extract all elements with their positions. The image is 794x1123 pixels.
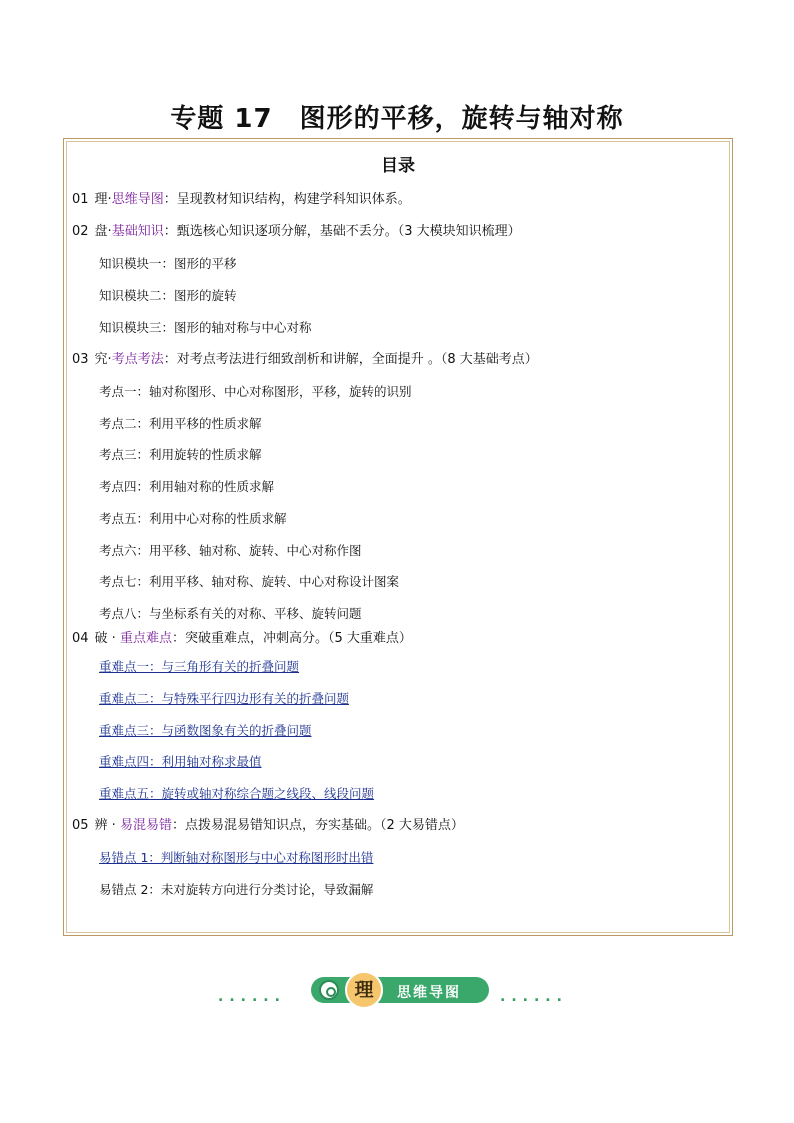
toc-nandian-link[interactable]: 重难点三：与函数图象有关的折叠问题 <box>99 723 312 738</box>
section-keyword: 重点难点 <box>119 631 172 646</box>
toc-nandian-link[interactable]: 重难点五：旋转或轴对称综合题之线段、线段问题 <box>99 786 375 801</box>
toc-nandian-link[interactable]: 重难点二：与特殊平行四边形有关的折叠问题 <box>99 691 350 706</box>
banner-dots-left: ...... <box>218 989 286 1005</box>
toc-module-item[interactable]: 知识模块一：图形的平移 <box>99 256 237 271</box>
toc-kaodian-item[interactable]: 考点一：轴对称图形、中心对称图形，平移，旋转的识别 <box>99 384 412 399</box>
section-prefix: 盘· <box>94 224 112 239</box>
toc-nandian-link[interactable]: 重难点四：利用轴对称求最值 <box>99 754 262 769</box>
banner-dots-right: ...... <box>500 989 568 1005</box>
section-description: ：呈现教材知识结构，构建学科知识体系。 <box>163 192 411 207</box>
section-description: ：突破重难点，冲刺高分。（5 大重难点） <box>171 631 412 646</box>
section-prefix: 究· <box>94 352 112 367</box>
banner-badge: 理 <box>345 971 383 1009</box>
target-icon <box>319 980 339 1000</box>
toc-module-item[interactable]: 知识模块二：图形的旋转 <box>99 288 237 303</box>
section-description: ：对考点考法进行细致剖析和讲解，全面提升 。（8 大基础考点） <box>163 352 538 367</box>
toc-section-01[interactable] <box>72 192 411 208</box>
toc-kaodian-item[interactable]: 考点七：利用平移、轴对称、旋转、中心对称设计图案 <box>99 574 400 589</box>
section-number: 03 <box>72 352 89 367</box>
section-keyword: 思维导图 <box>111 192 164 207</box>
section-description: ：甄选核心知识逐项分解，基础不丢分。（3 大模块知识梳理） <box>163 224 521 239</box>
toc-module-item[interactable]: 知识模块三：图形的轴对称与中心对称 <box>99 320 312 335</box>
toc-kaodian-item[interactable]: 考点三：利用旋转的性质求解 <box>99 447 262 462</box>
section-keyword: 考点考法 <box>111 352 164 367</box>
toc-kaodian-item[interactable]: 考点五：利用中心对称的性质求解 <box>99 511 287 526</box>
toc-kaodian-item[interactable]: 考点四：利用轴对称的性质求解 <box>99 479 275 494</box>
section-prefix: 破 · <box>94 631 120 646</box>
toc-kaodian-item[interactable]: 考点二：利用平移的性质求解 <box>99 416 262 431</box>
section-number: 01 <box>72 192 89 207</box>
toc-yicuo-link[interactable]: 易错点 1：判断轴对称图形与中心对称图形时出错 <box>99 850 374 865</box>
section-description: ：点拨易混易错知识点，夯实基础。（2 大易错点） <box>171 818 464 833</box>
toc-section-03[interactable] <box>72 352 538 368</box>
banner-label: 思维导图 <box>397 985 461 1001</box>
section-prefix: 理· <box>94 192 112 207</box>
toc-yicuo-item[interactable]: 易错点 2：未对旋转方向进行分类讨论，导致漏解 <box>99 882 374 897</box>
toc-kaodian-item[interactable]: 考点六：用平移、轴对称、旋转、中心对称作图 <box>99 543 362 558</box>
page-title: 专题 17 图形的平移，旋转与轴对称 <box>170 104 624 134</box>
toc-nandian-link[interactable]: 重难点一：与三角形有关的折叠问题 <box>99 659 300 674</box>
toc-section-05[interactable] <box>72 818 464 834</box>
banner-pill <box>311 977 489 1003</box>
section-prefix: 辨 · <box>94 818 120 833</box>
toc-section-04[interactable] <box>72 631 412 647</box>
section-keyword: 基础知识 <box>111 224 164 239</box>
toc-kaodian-item[interactable]: 考点八：与坐标系有关的对称、平移、旋转问题 <box>99 606 362 621</box>
section-number: 02 <box>72 224 89 239</box>
toc-section-02[interactable] <box>72 224 521 240</box>
section-number: 04 <box>72 631 89 646</box>
section-keyword: 易混易错 <box>119 818 172 833</box>
section-banner <box>0 975 794 1009</box>
section-number: 05 <box>72 818 89 833</box>
toc-heading: 目录 <box>381 156 415 176</box>
